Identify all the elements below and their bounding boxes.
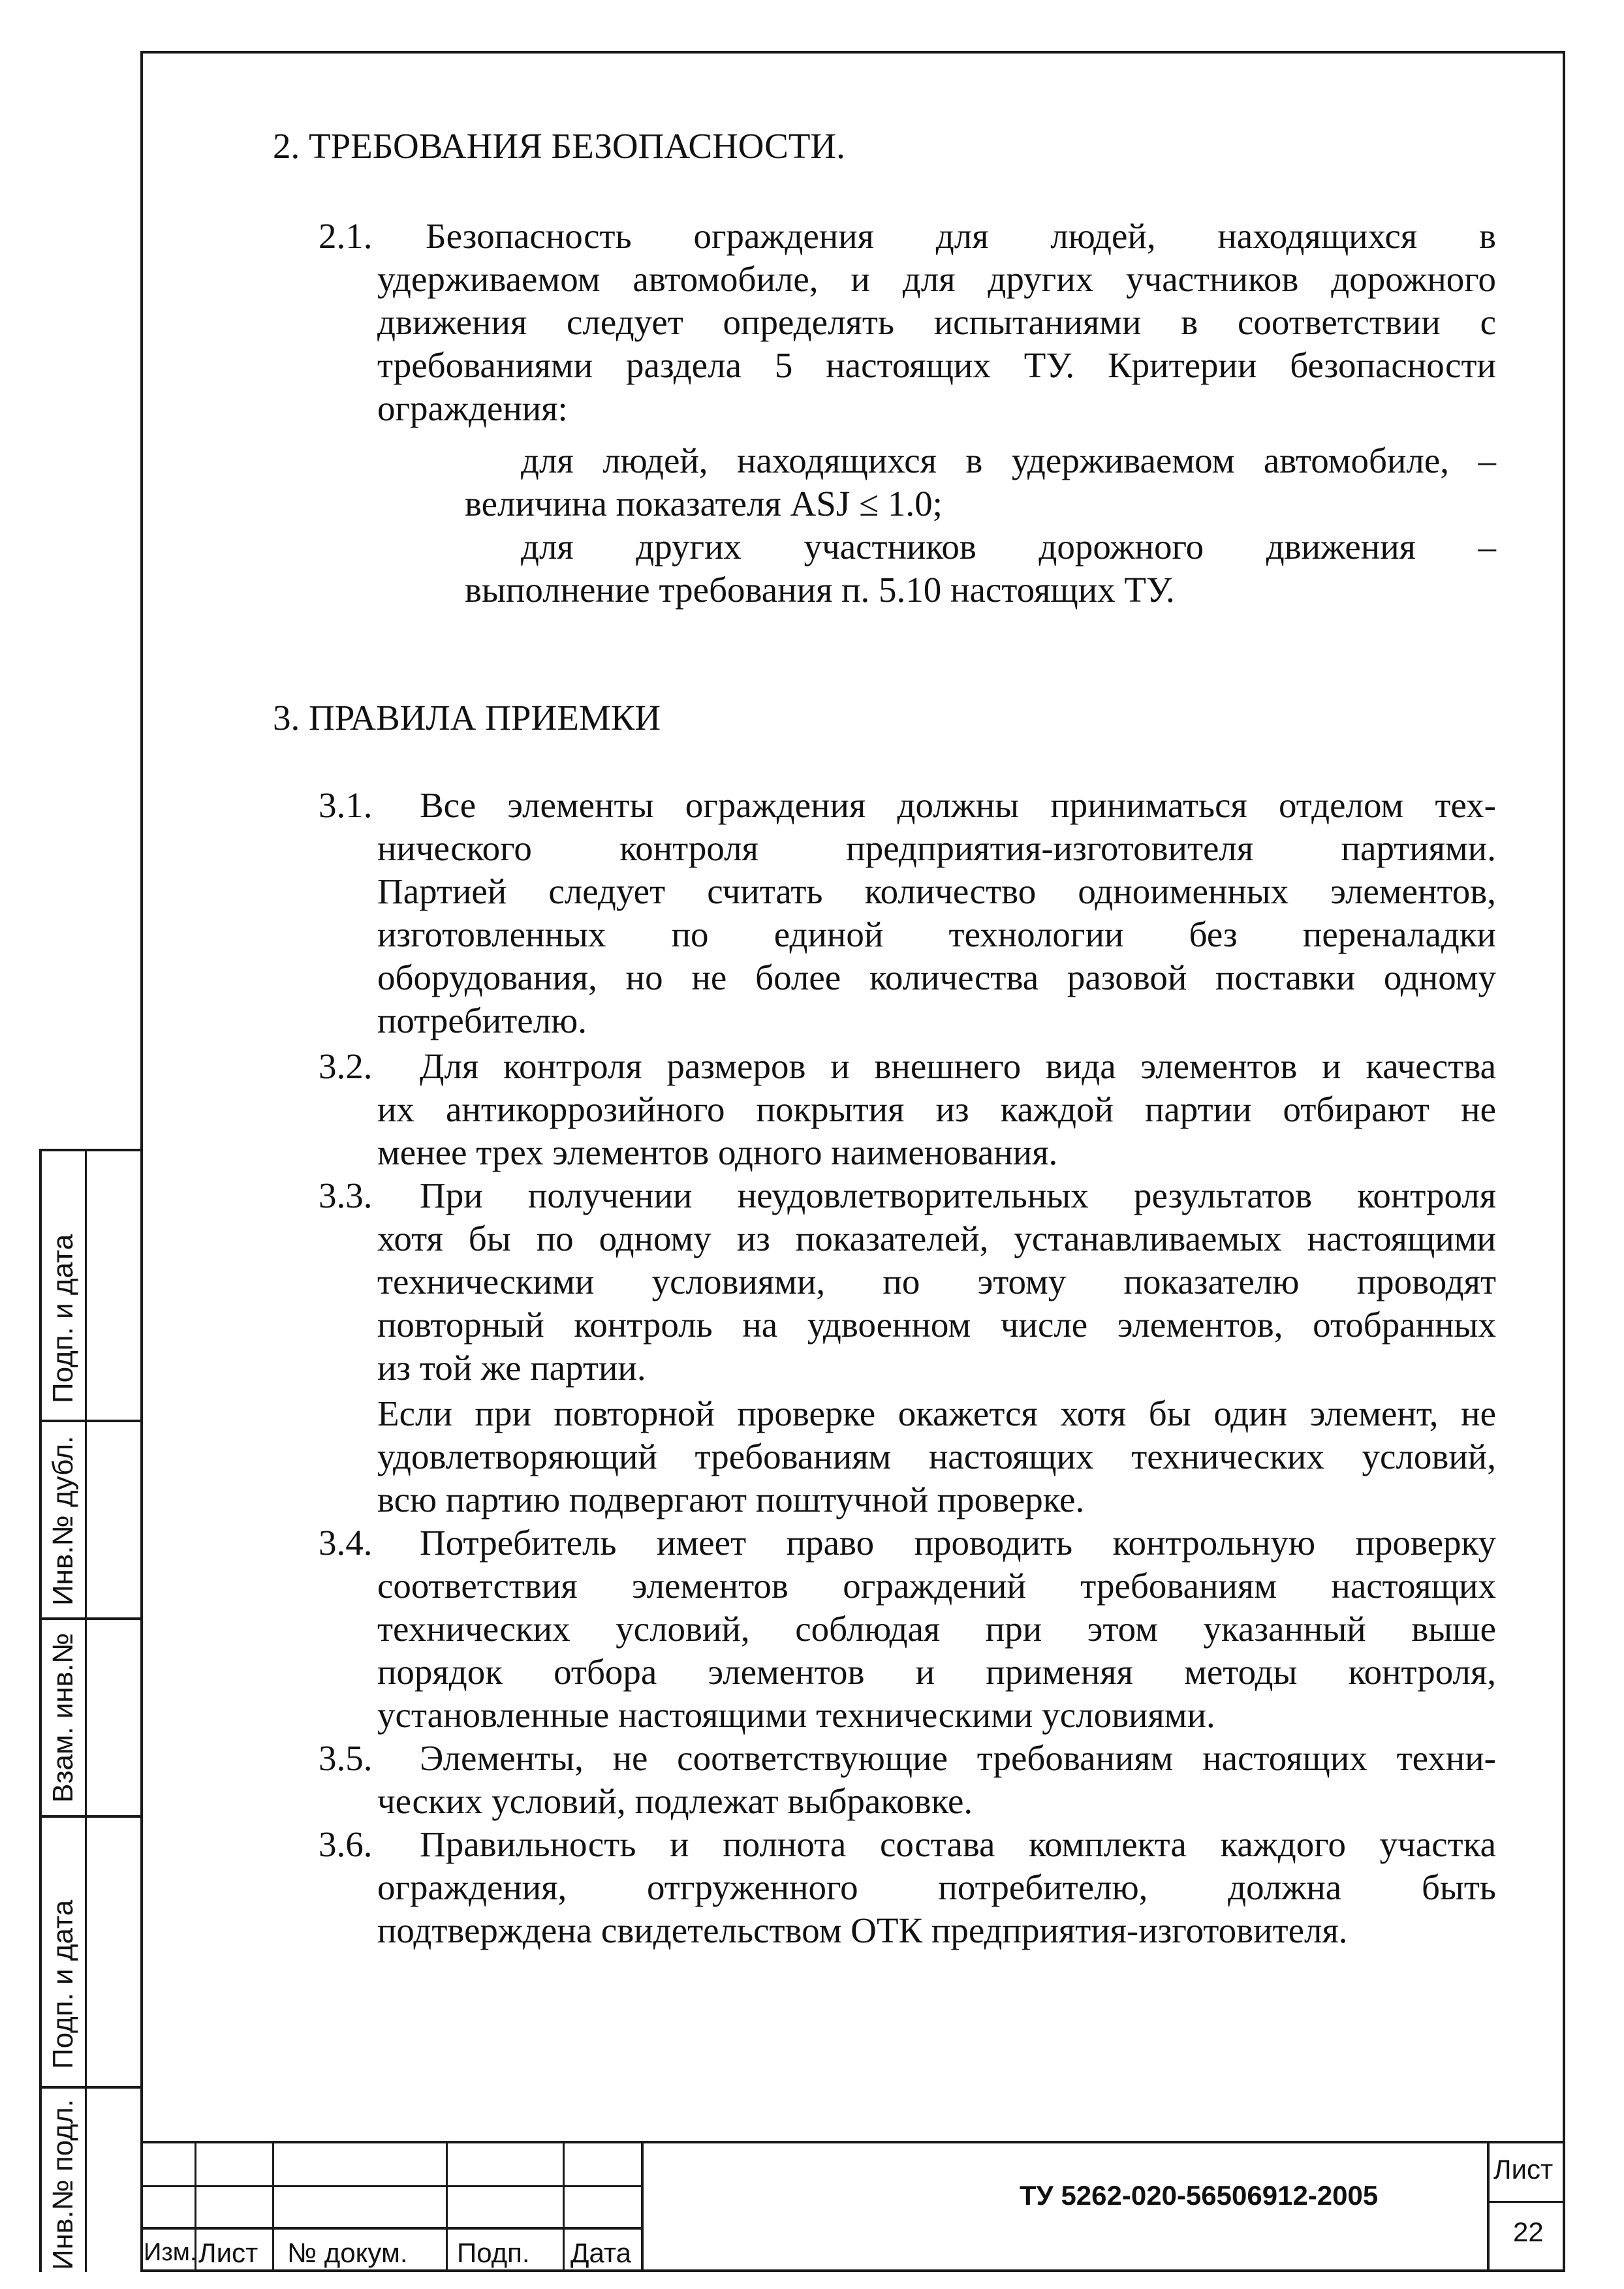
paragraph-number: 3.1.: [319, 785, 373, 825]
paragraph-line: ческих условий, подлежат выбраковке.: [377, 1781, 973, 1821]
title-block-col-line: [272, 2141, 274, 2272]
paragraph-line: Безопасность ограждения для людей, находящихся в: [426, 216, 1496, 256]
paragraph-number: 3.6.: [319, 1824, 373, 1864]
paragraph-line: движения следует определять испытаниями в соответствии с: [377, 302, 1496, 342]
paragraph-line: требованиями раздела 5 настоящих ТУ. Критерии безопасности: [377, 345, 1496, 385]
paragraph-number: 3.5.: [319, 1738, 373, 1778]
paragraph-line: оборудования, но не более количества разовой поставки одному: [377, 958, 1496, 997]
side-label-replace-inv: Взам. инв.№: [47, 1632, 79, 1803]
paragraph-line: удовлетворяющий требованиям настоящих технических условий,: [377, 1437, 1496, 1476]
side-strip-outer-line: [39, 1149, 42, 2272]
col-podp-label: Подп.: [457, 2237, 530, 2268]
title-block-col-line: [1487, 2141, 1490, 2272]
paragraph-line: техническими условиями, по этому показателю проводят: [377, 1262, 1496, 1301]
side-label-sign-date-2: Подп. и дата: [47, 1899, 79, 2069]
paragraph-line: ограждения:: [377, 388, 568, 428]
title-block-row-line: [140, 2185, 643, 2187]
paragraph-number: 3.2.: [319, 1046, 373, 1086]
paragraph-number: 3.3.: [319, 1176, 373, 1215]
paragraph-line: потребителю.: [377, 1001, 587, 1040]
paragraph-line: подтверждена свидетельством ОТК предприятия-изготовителя.: [377, 1910, 1348, 1950]
side-label-orig-inv: Инв.№ подл.: [47, 2099, 79, 2270]
side-label-dup-inv: Инв.№ дубл.: [47, 1435, 79, 1606]
criterion-1-line: для людей, находящихся в удерживаемом автомобиле, –: [521, 441, 1496, 480]
paragraph-line: Потребитель имеет право проводить контрольную проверку: [420, 1523, 1496, 1563]
col-izm-label: Изм.: [144, 2239, 197, 2266]
section-2-heading: 2. ТРЕБОВАНИЯ БЕЗОПАСНОСТИ.: [273, 126, 845, 166]
sheet-label: Лист: [1493, 2154, 1554, 2185]
paragraph-line: менее трех элементов одного наименования.: [377, 1132, 1058, 1172]
sheet-number: 22: [1513, 2217, 1544, 2247]
paragraph-line: их антикоррозийного покрытия из каждой партии отбирают не: [377, 1089, 1496, 1129]
col-doc-label: № докум.: [287, 2237, 408, 2268]
title-block-col-line: [446, 2141, 448, 2272]
paragraph-line: Элементы, не соответствующие требованиям настоящих техни-: [420, 1738, 1496, 1778]
title-block-col-line: [641, 2141, 644, 2272]
title-block-col-line: [563, 2141, 565, 2272]
title-block-sheet-line: [1487, 2201, 1565, 2203]
paragraph-number: 2.1.: [319, 216, 373, 256]
criterion-2-line: выполнение требования п. 5.10 настоящих ТУ.: [465, 570, 1175, 610]
criterion-1-line: величина показателя ASJ ≤ 1.0;: [465, 484, 943, 523]
paragraph-line: Все элементы ограждения должны приниматься отделом тех-: [420, 785, 1496, 825]
side-strip-inner-line: [85, 1149, 87, 2272]
paragraph-line: нического контроля предприятия-изготовителя партиями.: [377, 828, 1496, 868]
paragraph-line: изготовленных по единой технологии без переналадки: [377, 914, 1496, 954]
paragraph-line: всю партию подвергают поштучной проверке.: [377, 1480, 1085, 1519]
paragraph-line: Для контроля размеров и внешнего вида элементов и качества: [420, 1046, 1496, 1086]
side-strip-divider: [39, 1420, 140, 1422]
paragraph-line: из той же партии.: [377, 1348, 646, 1388]
side-label-sign-date: Подп. и дата: [47, 1234, 79, 1403]
criterion-2-line: для других участников дорожного движения –: [521, 527, 1496, 567]
paragraph-line: хотя бы по одному из показателей, устанавливаемых настоящими: [377, 1219, 1496, 1258]
side-strip-divider: [39, 1149, 140, 1151]
side-strip-divider: [39, 1815, 140, 1818]
paragraph-line: Если при повторной проверке окажется хотя бы один элемент, не: [377, 1394, 1496, 1433]
paragraph-line: порядок отбора элементов и применяя методы контроля,: [377, 1652, 1496, 1692]
paragraph-line: удерживаемом автомобиле, и для других участников дорожного: [377, 259, 1496, 299]
paragraph-line: Правильность и полнота состава комплекта каждого участка: [420, 1824, 1496, 1864]
paragraph-line: Партией следует считать количество одноименных элементов,: [377, 871, 1496, 911]
title-block-top-line: [140, 2141, 1565, 2143]
paragraph-line: технических условий, соблюдая при этом указанный выше: [377, 1609, 1496, 1649]
col-list-label: Лист: [198, 2237, 258, 2268]
col-data-label: Дата: [570, 2237, 632, 2268]
title-block-row-line: [140, 2227, 643, 2230]
paragraph-line: ограждения, отгруженного потребителю, должна быть: [377, 1867, 1496, 1907]
paragraph-line: При получении неудовлетворительных результатов контроля: [420, 1176, 1496, 1215]
paragraph-number: 3.4.: [319, 1523, 373, 1563]
section-3-heading: 3. ПРАВИЛА ПРИЕМКИ: [273, 698, 661, 738]
side-strip-divider: [39, 1617, 140, 1620]
side-strip-divider: [39, 2086, 140, 2089]
document-number: ТУ 5262-020-56506912-2005: [1020, 2180, 1379, 2211]
paragraph-line: соответствия элементов ограждений требованиям настоящих: [377, 1566, 1496, 1606]
paragraph-line: установленные настоящими техническими условиями.: [377, 1695, 1215, 1735]
paragraph-line: повторный контроль на удвоенном числе элементов, отобранных: [377, 1305, 1496, 1345]
